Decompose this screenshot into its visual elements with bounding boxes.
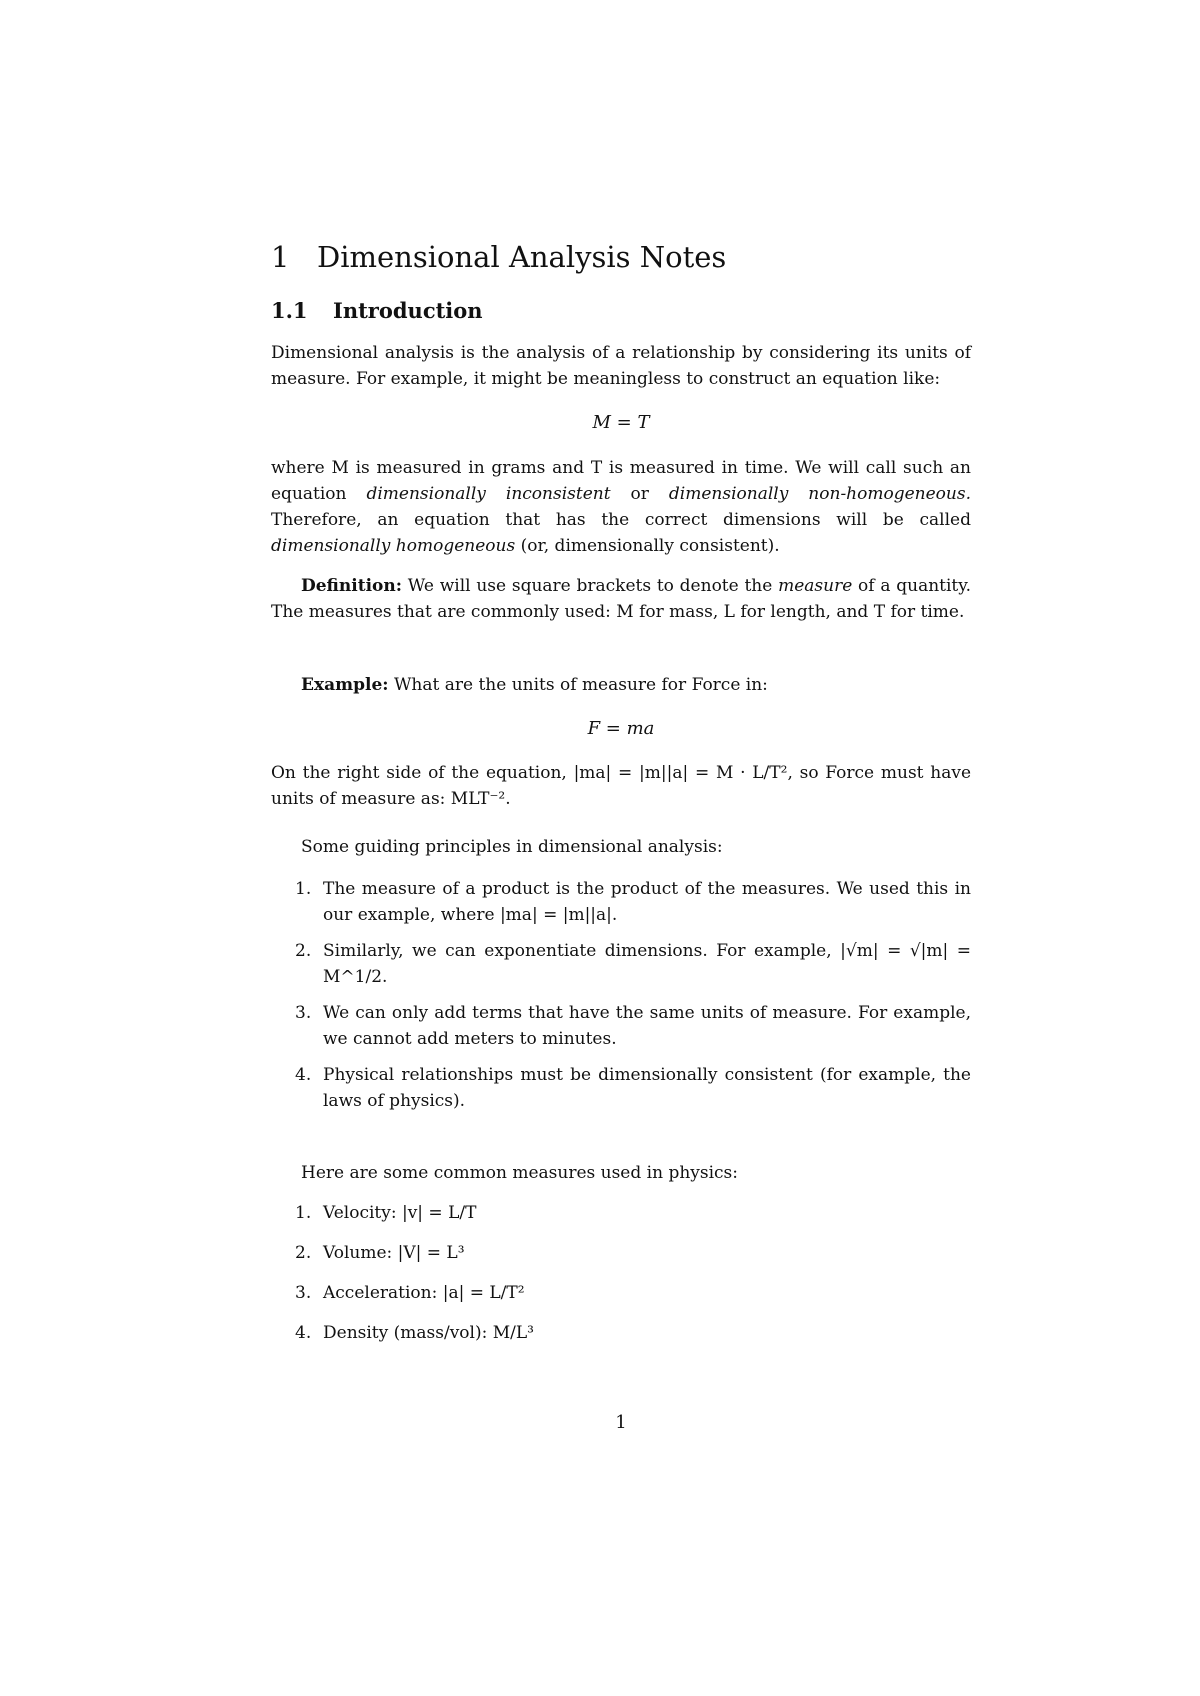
- list-marker: 4.: [295, 1323, 312, 1343]
- list-item: [271, 876, 971, 928]
- list-marker: 3.: [295, 1283, 312, 1303]
- subsection-number: 1.1: [271, 298, 308, 323]
- list-marker: 2.: [295, 1243, 312, 1263]
- example-text: What are the units of measure for Force in:: [388, 675, 768, 695]
- page-number: 1: [615, 1412, 627, 1433]
- measures-intro: Here are some common measures used in physics:: [301, 1163, 739, 1183]
- intro-paragraph: Dimensional analysis is the analysis of a relationship by considering its units of measure. For example, it might be meaningless to construct an equation like:: [271, 343, 971, 389]
- subsection-title: Introduction: [333, 298, 483, 323]
- list-item-text: The measure of a product is the product of the measures. We used this in our example, where |ma| = |m||a|.: [323, 879, 971, 925]
- definition-text-2: of a quantity. The measures that are commonly used: M for mass, L for length, and T for time.: [271, 576, 971, 622]
- example-label: Example:: [301, 675, 389, 695]
- list-marker: 1.: [295, 879, 312, 899]
- force-paragraph: On the right side of the equation, |ma| = |m||a| = M · L/T², so Force must have units of measure as: MLT⁻².: [271, 763, 971, 809]
- list-item: [271, 938, 971, 990]
- list-item: [271, 1000, 971, 1052]
- term-dimensionally-inconsistent: dimensionally inconsistent: [366, 484, 611, 504]
- section-number: 1: [271, 240, 290, 274]
- equation-m-equals-t: M = T: [592, 412, 650, 433]
- paragraph-consistency-text-3: Therefore, an equation that has the correct dimensions will be called: [271, 510, 971, 530]
- definition-term-measure: measure: [778, 576, 853, 596]
- paragraph-consistency-text-2: or: [610, 484, 669, 504]
- list-item-text: Physical relationships must be dimensionally consistent (for example, the laws of physics).: [323, 1065, 971, 1111]
- subsection-heading: [271, 298, 483, 323]
- list-marker: 3.: [295, 1003, 312, 1023]
- term-dimensionally-homogeneous: dimensionally homogeneous: [271, 536, 516, 556]
- list-item-text: Acceleration: |a| = L/T²: [323, 1283, 525, 1303]
- section-heading: [271, 240, 726, 274]
- paragraph-consistency: [271, 455, 971, 559]
- term-dimensionally-non-homogeneous: dimensionally non-homogeneous.: [668, 484, 971, 504]
- list-item: [271, 1280, 971, 1306]
- definition-text-1: We will use square brackets to denote the: [402, 576, 779, 596]
- document-page: [271, 0, 971, 1696]
- paragraph-consistency-text-4: (or, dimensionally consistent).: [515, 536, 780, 556]
- list-marker: 1.: [295, 1203, 312, 1223]
- definition-paragraph: [271, 573, 971, 625]
- list-item: [271, 1320, 971, 1346]
- list-item-text: Density (mass/vol): M/L³: [323, 1323, 534, 1343]
- list-item-text: Velocity: |v| = L/T: [323, 1203, 477, 1223]
- list-item: [271, 1200, 971, 1226]
- list-marker: 2.: [295, 941, 312, 961]
- list-marker: 4.: [295, 1065, 312, 1085]
- principles-intro: Some guiding principles in dimensional analysis:: [301, 837, 723, 857]
- list-item-text: Volume: |V| = L³: [323, 1243, 465, 1263]
- list-item-text: We can only add terms that have the same units of measure. For example, we cannot add meters to minutes.: [323, 1003, 971, 1049]
- definition-label: Definition:: [301, 576, 403, 596]
- measures-list: [271, 1200, 971, 1346]
- section-title: Dimensional Analysis Notes: [317, 240, 727, 274]
- paragraph-consistency-text-1: where M is measured in grams and T is measured in time. We will call such an equation: [271, 458, 971, 504]
- list-item: [271, 1062, 971, 1114]
- equation-f-equals-ma: F = ma: [587, 718, 655, 739]
- list-item: [271, 1240, 971, 1266]
- example-paragraph: [271, 672, 971, 698]
- list-item-text: Similarly, we can exponentiate dimensions. For example, |√m| = √|m| = M^1/2.: [323, 941, 971, 987]
- principles-list: [271, 876, 971, 1114]
